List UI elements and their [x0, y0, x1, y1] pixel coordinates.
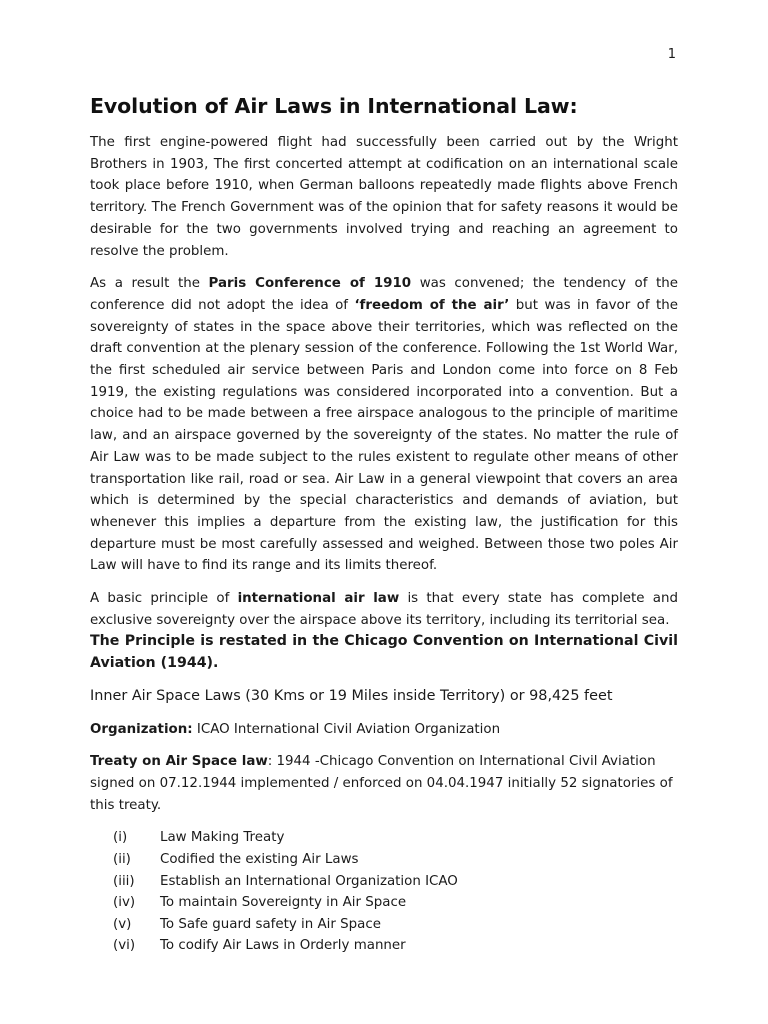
list-text: Codified the existing Air Laws: [160, 851, 359, 867]
list-item: [90, 827, 678, 849]
bold-international-air-law: international air law: [237, 591, 400, 607]
paragraph-basic-principle: [90, 588, 678, 631]
list-text: To maintain Sovereignty in Air Space: [160, 895, 407, 911]
document-title: Evolution of Air Laws in International Law:: [90, 94, 578, 118]
paragraph-wright-brothers: The first engine-powered flight had successfully been carried out by the Wright Brothers in 1903, The first concerted attempt at codification on an international scale took place before 1910, when German balloons repeatedly made flights above French territory. The French Government was of the opinion that for safety reasons it would be desirable for the two governments involved trying and reaching an agreement to resolve the problem.: [90, 135, 678, 259]
page-number: 1: [667, 47, 676, 62]
list-text: To Safe guard safety in Air Space: [160, 916, 381, 932]
list-item: [90, 914, 678, 936]
text-run: was convened; the tendency of the conference did not adopt the idea of: [90, 276, 679, 313]
list-item: [90, 892, 678, 914]
list-item: [90, 871, 678, 893]
list-numeral: (iv): [113, 895, 136, 911]
list-item: [90, 849, 678, 871]
organization-line: [90, 719, 678, 741]
organization-label: Organization:: [90, 721, 193, 737]
text-run: is that every state has complete and exclusive sovereignty over the airspace above its territory, including its territorial sea.: [90, 591, 678, 628]
treaty-value: : 1944 -Chicago Convention on International Civil Aviation signed on 07.12.1944 implemented / enforced on 04.04.1947 initially 52 signatories of this treaty.: [90, 754, 673, 813]
document-body: [90, 132, 678, 957]
bold-paris-conference: Paris Conference of 1910: [208, 276, 412, 292]
text-run: As a result the: [90, 276, 209, 292]
text-run: A basic principle of: [90, 591, 238, 607]
list-text: Establish an International Organization ICAO: [160, 873, 458, 889]
list-numeral: (ii): [113, 851, 131, 867]
list-numeral: (i): [113, 830, 128, 846]
inner-air-space-heading: Inner Air Space Laws (30 Kms or 19 Miles inside Territory) or 98,425 feet: [90, 687, 613, 704]
treaty-label: Treaty on Air Space law: [90, 754, 268, 770]
list-text: To codify Air Laws in Orderly manner: [160, 938, 406, 954]
list-numeral: (vi): [113, 938, 136, 954]
list-numeral: (v): [113, 916, 132, 932]
bold-freedom-of-air: ‘freedom of the air’: [354, 297, 510, 313]
text-run: but was in favor of the sovereignty of states in the space above their territories, which was reflected on the draft convention at the plenary session of the conference. Following the 1st World War, the first scheduled air service between Paris and London come into force on 8 Feb 1919, the existing regulations was considered incorporated into a convention. But a choice had to be made between a free airspace analogous to the principle of maritime law, and an airspace governed by the sovereignty of the states. No matter the rule of Air Law was to be made subject to the rules existent to regulate other means of other transportation like rail, road or sea. Air Law in a general viewpoint that covers an area which is determined by the special characteristics and demands of aviation, but whenever this implies a departure from the existing law, the justification for this departure must be most carefully assessed and weighed. Between those two poles Air Law will have to find its range and its limits thereof.: [90, 297, 679, 574]
treaty-objectives-list: [90, 827, 678, 957]
list-numeral: (iii): [113, 873, 135, 889]
list-item: [90, 935, 678, 957]
list-text: Law Making Treaty: [160, 830, 285, 846]
paragraph-chicago-principle: The Principle is restated in the Chicago Convention on International Civil Aviation (1944).: [90, 633, 678, 672]
treaty-line: [90, 751, 678, 816]
organization-value: ICAO International Civil Aviation Organization: [192, 721, 501, 737]
paragraph-paris-conference: [90, 273, 678, 577]
